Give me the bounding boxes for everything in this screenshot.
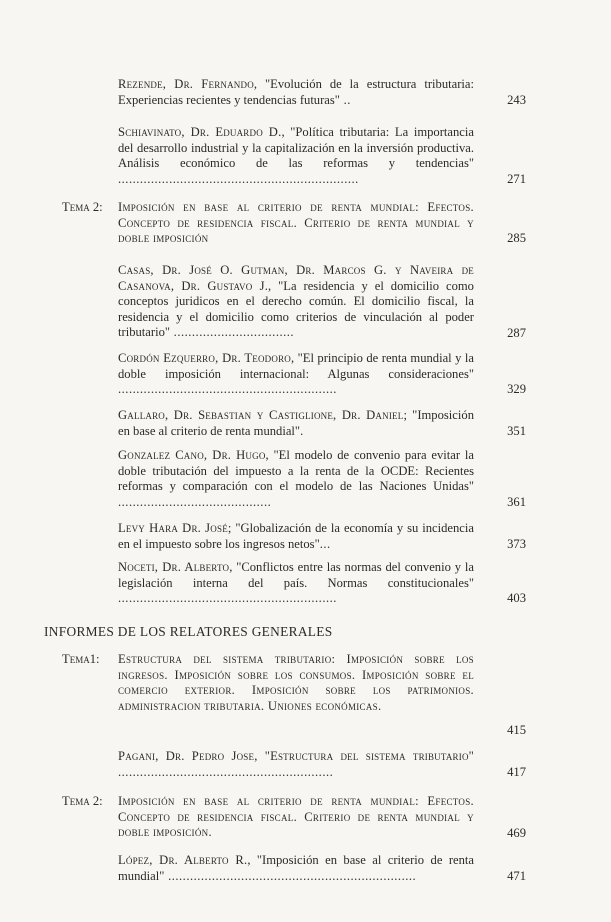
entry-leader: ... <box>319 536 331 551</box>
entry-leader: .......................................... <box>118 494 272 509</box>
entry-author: Pagani, Dr. Pedro Jose <box>118 749 255 763</box>
entry-title: , "Política tributaria: La importancia del desarrollo industrial y la capitalización en la inversión productiva. Análisis económico de las reformas y tendencias" <box>118 125 474 171</box>
toc-entry <box>118 521 474 552</box>
entry-page-number: 329 <box>507 382 526 396</box>
toc-entry <box>118 853 474 884</box>
toc-entry <box>118 448 474 510</box>
entry-page-number: 285 <box>507 231 526 245</box>
tema-label: Tema1: <box>62 652 100 666</box>
entry-page-number: 471 <box>507 869 526 883</box>
entry-page-number: 373 <box>507 537 526 551</box>
tema-title: Estructura del sistema tributario: Imposición sobre los ingresos. Imposición sobre los consumos. Imposición sobre el comercio exterior. Imposición sobre los patrimonios. administracion tributaria. Uniones económicas. <box>118 652 474 713</box>
entry-leader: ............................................................ <box>118 591 337 606</box>
entry-title: ; "Globalización de la economía y su incidencia en el impuesto sobre los ingresos netos" <box>118 521 474 551</box>
toc-entry <box>118 263 474 341</box>
entry-title: ; "Imposición en base al criterio de renta mundial". <box>118 408 474 438</box>
entry-author: Rezende, Dr. Fernando <box>118 77 254 91</box>
tema-title: Imposición en base al criterio de renta mundial: Efectos. Concepto de residencia fiscal. Criterio de renta mundial y doble imposición <box>118 200 474 246</box>
entry-page-number: 361 <box>507 495 526 509</box>
entry-leader: ................................. <box>170 325 295 340</box>
entry-page-number: 271 <box>507 172 526 186</box>
toc-entry <box>118 77 474 108</box>
entry-title: , "Estructura del sistema tributario" <box>254 749 474 763</box>
entry-leader: ............................................................ <box>118 382 337 397</box>
entry-author: Schiavinato, Dr. Eduardo D. <box>118 125 282 139</box>
toc-entry <box>118 749 474 780</box>
entry-author: Casas, Dr. José O. Gutman, Dr. Marcos G. y Naveira de Casanova, Dr. Gustavo J. <box>118 263 474 293</box>
entry-page-number: 415 <box>507 723 526 737</box>
entry-author: Cordón Ezquerro, Dr. Teodoro <box>118 351 291 365</box>
entry-leader: ........................................................... <box>118 764 334 779</box>
toc-entry <box>118 560 474 607</box>
entry-page-number: 403 <box>507 591 526 605</box>
entry-page-number: 351 <box>507 424 526 438</box>
entry-leader: .................................................................... <box>164 868 417 883</box>
entry-title: , "El modelo de convenio para evitar la doble tributación del impuesto a la renta de la OCDE: Recientes reformas y comparación con el modelo de las Naciones Unidas" <box>118 448 474 494</box>
tema-label: Tema 2: <box>62 794 103 808</box>
toc-entry <box>118 125 474 187</box>
entry-page-number: 287 <box>507 326 526 340</box>
entry-title: , "Conflictos entre las normas del convenio y la legislación interna del país. Normas constitucionales" <box>118 560 474 590</box>
entry-title: , "El principio de renta mundial y la doble imposición internacional: Algunas consideraciones" <box>118 351 475 381</box>
entry-page-number: 243 <box>507 93 526 107</box>
entry-title: , "Imposición en base al criterio de renta mundial" <box>118 853 475 883</box>
tema-label: Tema 2: <box>62 200 103 214</box>
entry-author: López, Dr. Alberto R. <box>118 853 248 867</box>
entry-leader: .................................................................. <box>118 171 359 186</box>
entry-author: Gonzalez Cano, Dr. Hugo <box>118 448 266 462</box>
toc-entry <box>118 351 474 398</box>
entry-author: Gallaro, Dr. Sebastian y Castiglione, Dr. Daniel <box>118 408 404 422</box>
entry-page-number: 417 <box>507 765 526 779</box>
entry-page-number: 469 <box>507 826 526 840</box>
entry-title: , "Evolución de la estructura tributaria: Experiencias recientes y tendencias futuras" <box>118 77 474 107</box>
entry-author: Noceti, Dr. Alberto <box>118 560 230 574</box>
entry-title: , "La residencia y el domicilio como conceptos juridicos en el derecho común. El domicilio fiscal, la residencia y el domicilio como criterios de vinculación al poder tributario" <box>118 278 474 340</box>
entry-leader: .. <box>339 92 351 107</box>
tema-title: Imposición en base al criterio de renta mundial: Efectos. Concepto de residencia fiscal. Criterio de renta mundial y doble imposición. <box>118 794 474 840</box>
section-heading: INFORMES DE LOS RELATORES GENERALES <box>44 624 333 639</box>
toc-entry <box>118 408 474 439</box>
entry-author: Levy Hara Dr. José <box>118 521 228 535</box>
